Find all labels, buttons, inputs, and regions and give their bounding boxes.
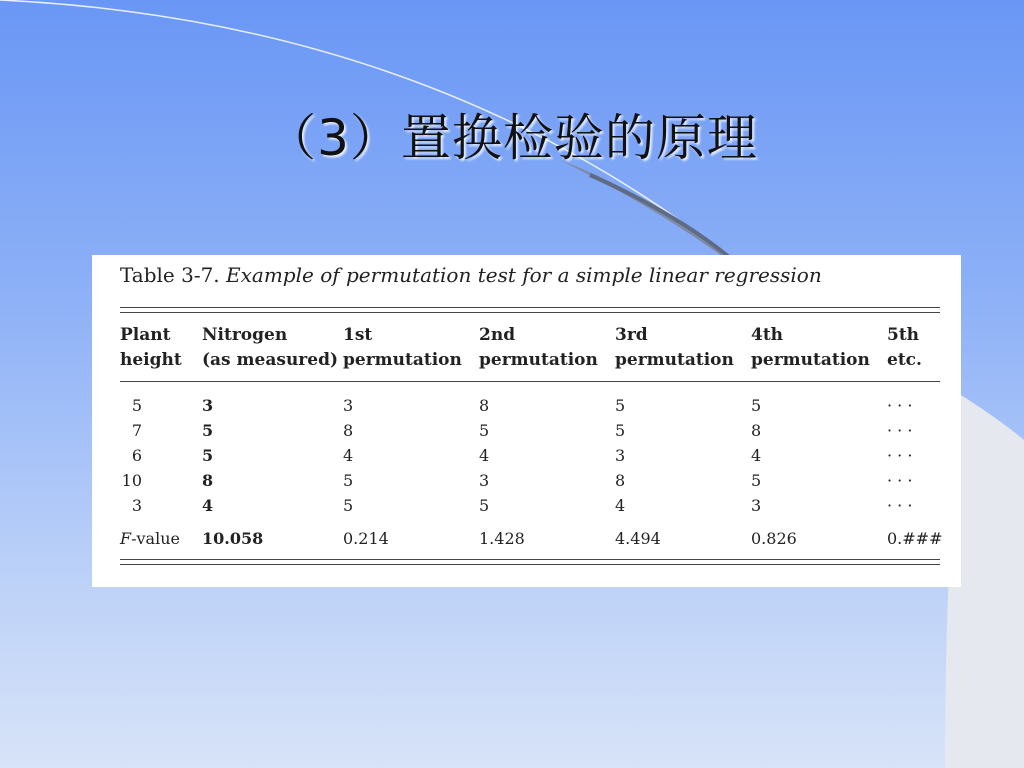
table-cell: 8 xyxy=(479,396,490,415)
permutation-table xyxy=(92,255,961,587)
header-line: 5th xyxy=(887,325,920,345)
col-header-5th xyxy=(887,323,922,373)
header-line: 1st xyxy=(343,325,373,345)
header-line: permutation xyxy=(343,350,462,370)
fvalue-cell: 1.428 xyxy=(479,529,525,548)
col-header-3rd xyxy=(615,323,734,373)
caption-lead: Table 3-7. xyxy=(120,263,220,287)
table-cell: · · · xyxy=(887,471,913,490)
table-cell: 5 xyxy=(479,421,490,440)
header-line: Plant xyxy=(120,325,171,345)
table-cell: · · · xyxy=(887,396,913,415)
table-cell: 4 xyxy=(615,496,626,515)
header-line: height xyxy=(120,350,182,370)
table-cell: 5 xyxy=(343,496,354,515)
fvalue-cell: 10.058 xyxy=(202,529,264,548)
fvalue-label-f: F xyxy=(120,529,132,548)
bottom-rule-1 xyxy=(120,559,940,560)
table-cell: 5 xyxy=(751,396,762,415)
header-line: permutation xyxy=(615,350,734,370)
fvalue-cell: 0.### xyxy=(887,529,943,548)
table-cell: 8 xyxy=(615,471,626,490)
header-line: 2nd xyxy=(479,325,516,345)
table-cell: 5 xyxy=(202,446,214,465)
col-header-nitrogen xyxy=(202,323,338,373)
header-line: permutation xyxy=(479,350,598,370)
table-cell: 4 xyxy=(751,446,762,465)
table-cell: 5 xyxy=(343,471,354,490)
table-cell: 3 xyxy=(202,396,214,415)
header-rule xyxy=(120,381,940,382)
header-line: 4th xyxy=(751,325,784,345)
header-line: Nitrogen xyxy=(202,325,288,345)
table-cell: 6 xyxy=(131,446,142,465)
table-cell: 8 xyxy=(202,471,214,490)
table-cell: 3 xyxy=(751,496,762,515)
header-line: 3rd xyxy=(615,325,648,345)
slide-title: （3）置换检验的原理 xyxy=(266,109,758,167)
col-header-4th xyxy=(751,323,870,373)
table-cell: · · · xyxy=(887,446,913,465)
caption-text: Example of permutation test for a simple linear regression xyxy=(226,263,822,287)
fvalue-cell: 4.494 xyxy=(615,529,661,548)
table-cell: 3 xyxy=(615,446,626,465)
table-cell: 4 xyxy=(343,446,354,465)
table-cell: 8 xyxy=(751,421,762,440)
table-cell: 5 xyxy=(615,421,626,440)
table-cell: 3 xyxy=(131,496,142,515)
col-header-1st xyxy=(343,323,462,373)
table-caption xyxy=(120,263,822,287)
table-cell: 8 xyxy=(343,421,354,440)
table-cell: · · · xyxy=(887,496,913,515)
swoosh-shadow xyxy=(560,160,730,262)
table-cell: 7 xyxy=(131,421,142,440)
top-rule-1 xyxy=(120,307,940,308)
table-cell: 5 xyxy=(202,421,214,440)
header-line: (as measured) xyxy=(202,350,338,370)
table-cell: 5 xyxy=(751,471,762,490)
fvalue-label-rest: -value xyxy=(131,529,180,548)
table-cell: 5 xyxy=(479,496,490,515)
fvalue-label xyxy=(120,529,180,548)
table-cell: 5 xyxy=(615,396,626,415)
col-header-plant-height xyxy=(120,323,182,373)
table-cell: 3 xyxy=(479,471,490,490)
table-cell: 5 xyxy=(131,396,142,415)
table-cell: 4 xyxy=(479,446,490,465)
bottom-rule-2 xyxy=(120,564,940,565)
fvalue-cell: 0.826 xyxy=(751,529,797,548)
col-header-2nd xyxy=(479,323,598,373)
table-cell: 3 xyxy=(343,396,354,415)
fvalue-cell: 0.214 xyxy=(343,529,389,548)
top-rule-2 xyxy=(120,312,940,313)
header-line: permutation xyxy=(751,350,870,370)
header-line: etc. xyxy=(887,350,922,370)
table-cell: 4 xyxy=(202,496,214,515)
table-cell: · · · xyxy=(887,421,913,440)
table-cell: 10 xyxy=(121,471,142,490)
